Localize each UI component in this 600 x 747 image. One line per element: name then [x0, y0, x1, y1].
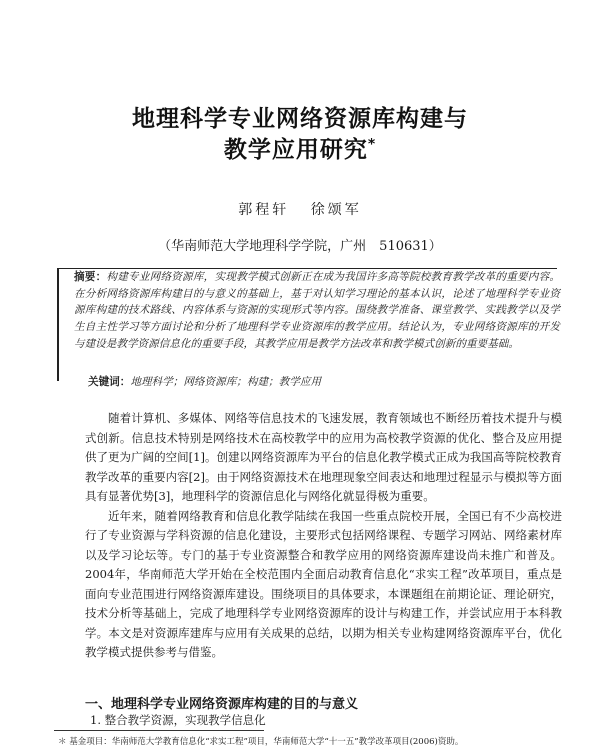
paper-title-line2	[0, 131, 600, 164]
title-footnote-mark: *	[367, 136, 377, 153]
subsection-heading-1: 1. 整合教学资源，实现教学信息化	[90, 713, 266, 727]
keywords-text: 地理科学；网络资源库；构建；教学应用	[130, 376, 322, 388]
paragraph-1: 随着计算机、多媒体、网络等信息技术的飞速发展，教育领域也不断经历着技术提升与模式创新。信息技术特别是网络技术在高校教学中的应用为高校教学资源的优化、整合及应用提供了更为广阔的空间[1]。创建以网络资源库为平台的信息化教学模式正成为我国高等院校教育教学改革的重要内容[2]。由于网络资源技术在地理现象空间表达和地理过程显示与模拟等方面具有显著优势[3]，地理科学的资源信息化与网络化就显得极为重要。	[85, 411, 562, 503]
section-heading-1: 一、地理科学专业网络资源库构建的目的与意义	[85, 697, 359, 712]
abstract-text: 构建专业网络资源库，实现教学模式创新正在成为我国许多高等院校教育教学改革的重要内容。在分析网络资源库构建目的与意义的基础上，基于对认知学习理论的基本认识，论述了地理科学专业资源库构建的技术路线、内容体系与资源的实现形式等内容。围绕教学准备、课堂教学、实践教学以及学生自主性学习等方面讨论和分析了地理科学专业资源库的教学应用。结论认为，专业网络资源库的开发与建设是教学资源信息化的重要手段，其教学应用是教学方法改革和教学模式创新的重要基础。	[74, 271, 561, 350]
footnote-rule	[54, 730, 264, 731]
keywords-label: 关键词：	[88, 376, 131, 388]
footnote: ＊ 基金项目：华南师范大学教育信息化“求实工程”项目，华南师范大学“十一五”教学改革项目(2006)资助。	[58, 737, 464, 747]
abstract	[74, 269, 560, 353]
paragraph-2: 近年来，随着网络教育和信息化教学陆续在我国一些重点院校开展，全国已有不少高校进行了专业资源与学科资源的信息化建设，主要形式包括网络课程、专题学习网站、网络素材库以及学习论坛等。专门的基于专业资源整合和教学应用的网络资源库建设尚未推广和普及。2004年，华南师范大学开始在全校范围内全面启动教育信息化“求实工程”改革项目，重点是面向专业范围进行网络资源库建设。围绕项目的具体要求，本课题组在前期论证、理论研究，技术分析等基础上，完成了地理科学专业网络资源库的设计与构建工作，并尝试应用于本科教学。本文是对资源库建库与应用有关成果的总结，以期为相关专业构建网络资源库平台，优化教学模式提供参考与借鉴。	[85, 508, 562, 659]
keywords	[88, 374, 548, 389]
affiliation: （华南师范大学地理科学学院，广州 510631）	[158, 239, 442, 254]
paper-title-line2-text: 教学应用研究	[223, 137, 368, 163]
authors: 郭程轩 徐颂军	[238, 202, 362, 218]
body-text	[85, 409, 562, 663]
abstract-label: 摘要：	[74, 271, 107, 283]
paper-title-line1: 地理科学专业网络资源库构建与	[132, 106, 468, 132]
